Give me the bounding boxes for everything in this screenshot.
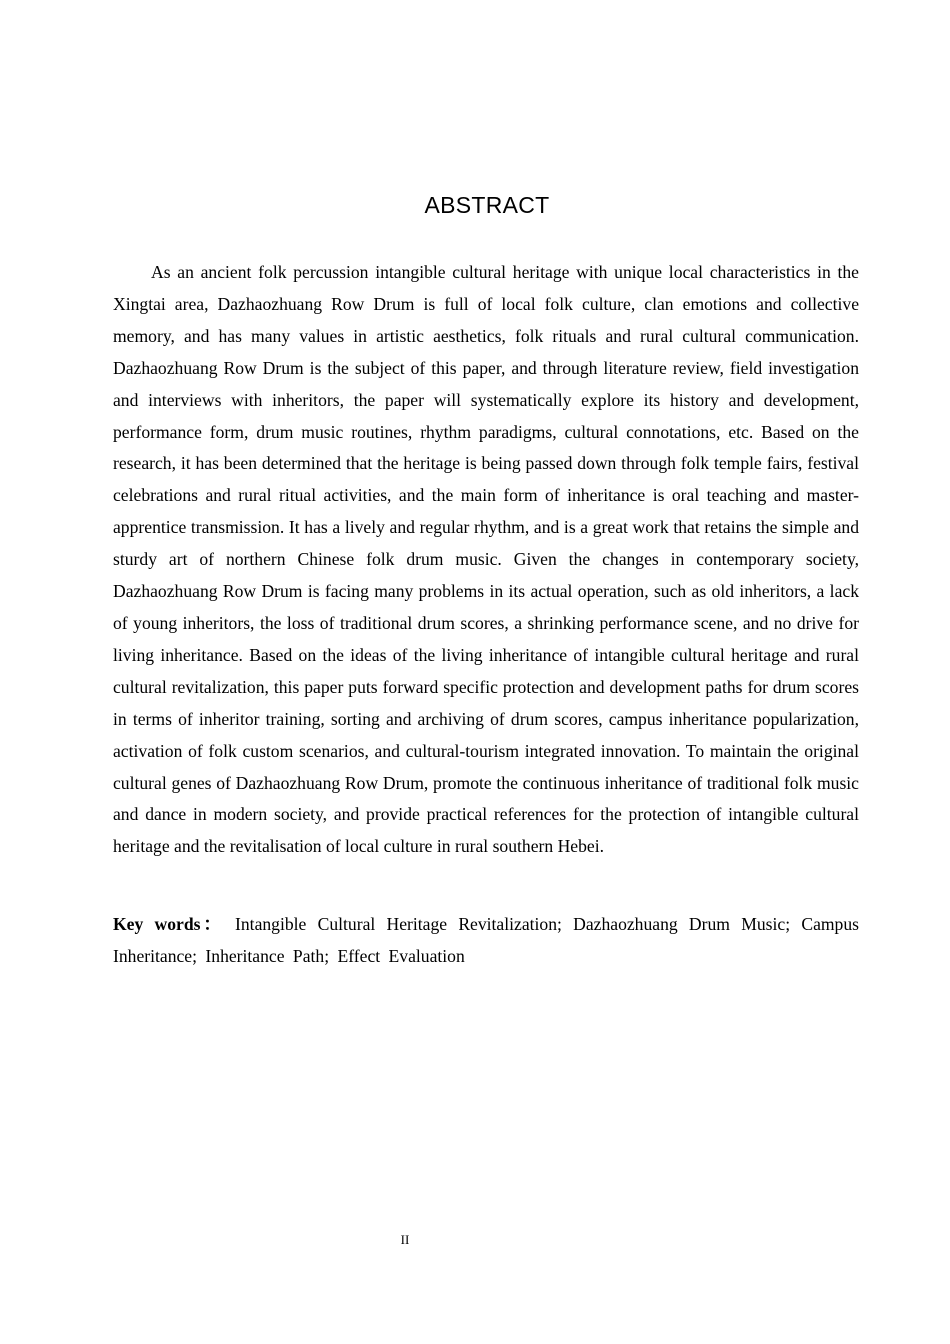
page-number: II [400, 1232, 410, 1247]
abstract-title: ABSTRACT [424, 192, 550, 218]
keywords-label: Key words： [113, 914, 224, 934]
keywords-list: Intangible Cultural Heritage Revitalization; Dazhaozhuang Drum Music; Campus Inheritance; Inheritance Path; Effect Evaluation [113, 914, 859, 966]
keywords-paragraph [113, 908, 859, 972]
abstract-paragraph: As an ancient folk percussion intangible cultural heritage with unique local characteristics in the Xingtai area, Dazhaozhuang Row Drum is full of local folk culture, clan emotions and collective memory, and has many values in artistic aesthetics, folk rituals and rural cultural communication. Dazhaozhuang Row Drum is the subject of this paper, and through literature review, field investigation and interviews with inheritors, the paper will systematically explore its history and development, performance form, drum music routines, rhythm paradigms, cultural connotations, etc. Based on the research, it has been determined that the heritage is being passed down through folk temple fairs, festival celebrations and rural ritual activities, and the main form of inheritance is oral teaching and master-apprentice transmission. It has a lively and regular rhythm, and is a great work that retains the simple and sturdy art of northern Chinese folk drum music. Given the changes in contemporary society, Dazhaozhuang Row Drum is facing many problems in its actual operation, such as old inheritors, a lack of young inheritors, the loss of traditional drum scores, a shrinking performance scene, and no drive for living inheritance. Based on the ideas of the living inheritance of intangible cultural heritage and rural cultural revitalization, this paper puts forward specific protection and development paths for drum scores in terms of inheritor training, sorting and archiving of drum scores, campus inheritance popularization, activation of folk custom scenarios, and cultural-tourism integrated innovation. To maintain the original cultural genes of Dazhaozhuang Row Drum, promote the continuous inheritance of traditional folk music and dance in modern society, and provide practical references for the protection of intangible cultural heritage and the revitalisation of local culture in rural southern Hebei. [113, 262, 859, 857]
